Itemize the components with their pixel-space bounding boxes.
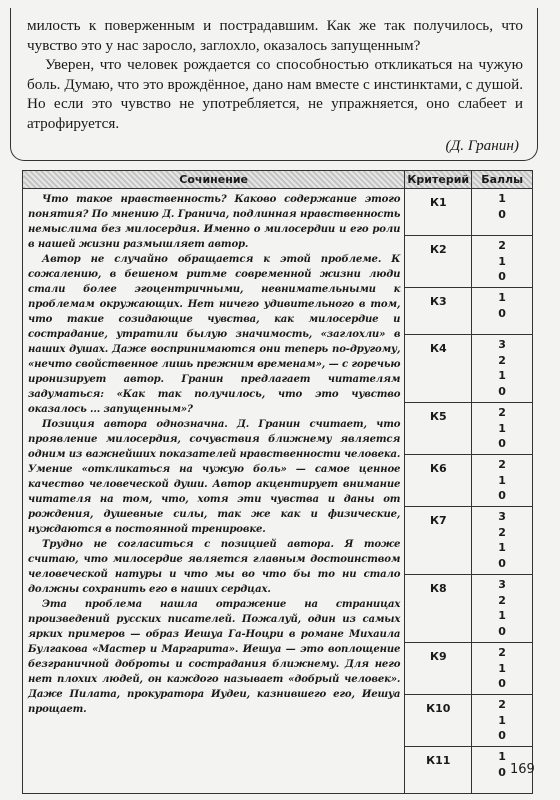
- criterion-cell: К4: [405, 335, 472, 403]
- score-value: 0: [498, 437, 506, 450]
- score-value: 1: [498, 750, 506, 763]
- header-criterion: Критерий: [405, 171, 472, 189]
- scores-cell: [472, 643, 533, 695]
- scores-cell: [472, 189, 533, 236]
- score-value: 1: [498, 713, 506, 727]
- score-value: 1: [498, 473, 506, 487]
- quote-paragraph: Уверен, что человек рождается со способностью откликаться на чужую боль. Думаю, что это врождённое, дано нам вместе с инстинктами, с душой. Но если это чувство не употребляется, не упражняется, оно слабеет и атрофируется.: [27, 56, 523, 132]
- score-value: 3: [498, 510, 506, 523]
- score-value: 3: [498, 338, 506, 351]
- score-value: 0: [498, 489, 506, 502]
- essay-paragraph: Автор не случайно обращается к этой проблеме. К сожалению, в бешеном ритме современной жизни люди стали более эгоцентричными, невнимательными к проблемам окружающих. Нет ничего удивительного в том, что такие созидающие чувства, как милосердие и сострадание, утратили былую значимость, «заглохли» в наших душах. Даже воспринимаются они теперь по-другому, «нечто свойственное лишь прежним временам», — с горечью иронизирует автор. Гранин предлагает читателям задуматься: «Как так получилось, что это чувство оказалось ... запущенным»?: [28, 254, 401, 415]
- score-value: 1: [498, 541, 506, 554]
- score-value: 0: [498, 270, 506, 283]
- score-value: 1: [498, 254, 506, 268]
- scores-cell: [472, 403, 533, 455]
- scores-cell: [472, 455, 533, 507]
- score-value: 2: [498, 593, 506, 607]
- criterion-cell: К10: [405, 695, 472, 747]
- score-value: 1: [498, 291, 506, 304]
- score-value: 1: [498, 369, 506, 382]
- score-value: 0: [498, 624, 506, 638]
- score-value: 2: [498, 698, 506, 711]
- score-value: 1: [498, 421, 506, 435]
- essay-paragraph: Что такое нравственность? Каково содержание этого понятия? По мнению Д. Гранича, подлинная нравственность немыслима без милосердия. Именно о милосердии и его роли в нашей жизни размышляет автор.: [28, 194, 401, 250]
- header-scores: Баллы: [472, 171, 533, 189]
- criterion-cell: К7: [405, 507, 472, 575]
- essay-text: [23, 189, 405, 794]
- score-value: 0: [498, 306, 506, 320]
- header-essay: Сочинение: [23, 171, 405, 189]
- score-value: 1: [498, 609, 506, 622]
- score-value: 1: [498, 192, 506, 205]
- table-row: [23, 189, 533, 236]
- score-value: 0: [498, 729, 506, 742]
- scores-cell: [472, 288, 533, 335]
- essay-paragraph: Позиция автора однозначна. Д. Гранин считает, что проявление милосердия, сочувствия ближнему является одним из важнейших показателей нравственности человека. Умение «откликаться на чужую боль» — самое ценное качество человеческой души. Автор акцентирует внимание читателя на том, что, хотя эти чувства и даны от рождения, душевные силы, так же как и физические, нуждаются в постоянной тренировке.: [28, 419, 401, 535]
- scores-cell: [472, 575, 533, 643]
- criterion-cell: К5: [405, 403, 472, 455]
- table-header-row: [23, 171, 533, 189]
- score-value: 2: [498, 353, 506, 367]
- score-value: 0: [498, 207, 506, 221]
- criterion-cell: К9: [405, 643, 472, 695]
- score-value: 0: [498, 765, 506, 779]
- essay-paragraph: Эта проблема нашла отражение на страницах произведений русских писателей. Пожалуй, один из самых ярких примеров — образ Иешуа Га-Ноцри в романе Михаила Булгакова «Мастер и Маргарита». Иешуа — это воплощение безграничной доброты и сострадания ближнему. Для него нет плохих людей, он каждого называет «добрый человек». Даже Пилата, прокуратора Иудеи, казнившего его, Иешуа прощает.: [28, 599, 401, 715]
- score-value: 0: [498, 384, 506, 398]
- criterion-cell: К2: [405, 236, 472, 288]
- score-value: 1: [498, 661, 506, 675]
- score-value: 2: [498, 525, 506, 539]
- quote-author: (Д. Гранин): [445, 137, 519, 154]
- scores-cell: [472, 507, 533, 575]
- score-value: 2: [498, 406, 506, 419]
- score-value: 0: [498, 677, 506, 690]
- criterion-cell: К8: [405, 575, 472, 643]
- page-number: 169: [510, 762, 535, 777]
- scores-cell: [472, 335, 533, 403]
- quote-paragraph: милость к поверженным и пострадавшим. Как же так получилось, что чувство это у нас заросло, заглохло, оказалось запущенным?: [27, 17, 523, 54]
- score-value: 0: [498, 556, 506, 570]
- criterion-cell: К11: [405, 747, 472, 794]
- score-value: 2: [498, 239, 506, 252]
- score-value: 2: [498, 458, 506, 471]
- scores-cell: [472, 695, 533, 747]
- scores-cell: [472, 236, 533, 288]
- criterion-cell: К1: [405, 189, 472, 236]
- essay-evaluation-table: [22, 170, 533, 794]
- essay-paragraph: Трудно не согласиться с позицией автора. Я тоже считаю, что милосердие является главным достоинством человеческой натуры и что мы во что бы то ни стало должны сохранить его в наших сердцах.: [28, 539, 401, 595]
- source-quote-box: [10, 8, 538, 161]
- criterion-cell: К3: [405, 288, 472, 335]
- score-value: 2: [498, 646, 506, 659]
- criterion-cell: К6: [405, 455, 472, 507]
- score-value: 3: [498, 578, 506, 591]
